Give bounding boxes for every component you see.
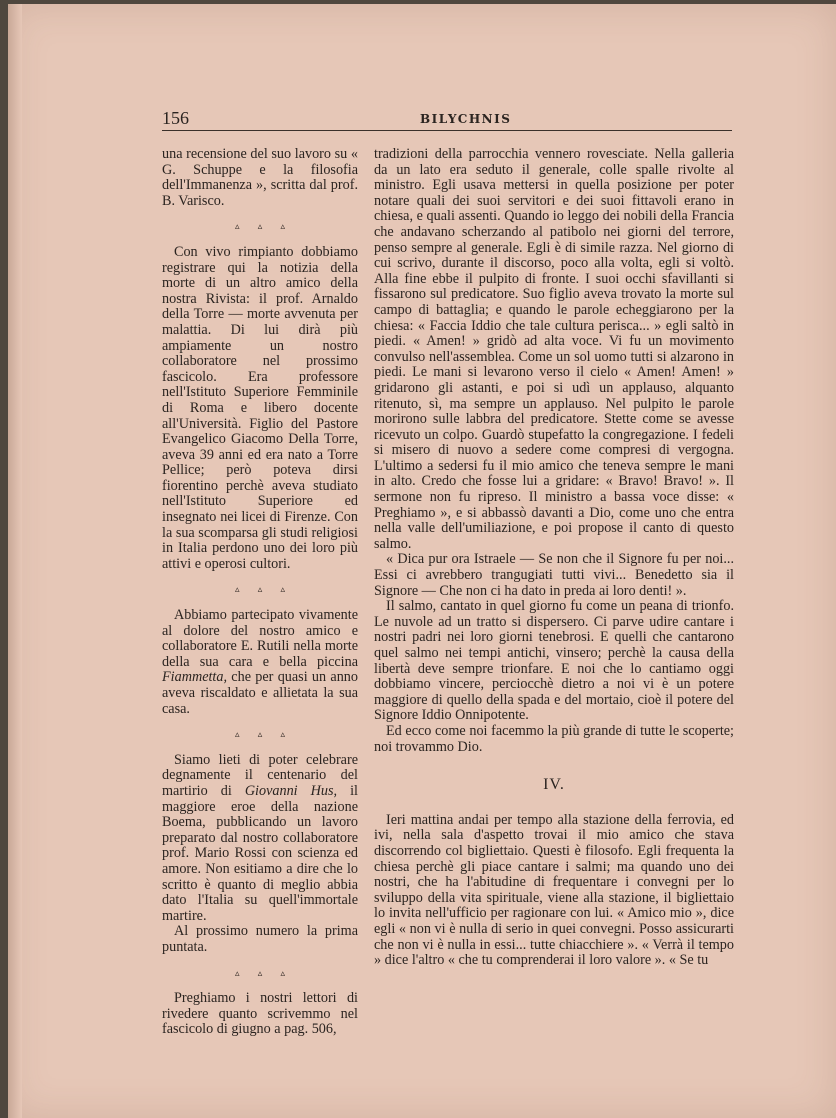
section-separator: ▵ ▵ ▵ xyxy=(234,967,294,978)
right-paragraph-1: tradizioni della parrocchia vennero rovesciate. Nella galleria da un lato era seduto il generale, colle spalle rivolte al ministro. Egli usava mettersi in quella posizione per poter notare quali dei suoi servitori e dei suoi fittavoli erano in chiesa, e quali assenti. Quando io leggo dei nobili della Francia che andavano scherzando al patibolo nei giorni del terrore, penso sempre al generale. Egli è di simile razza. Nel giorno di cui scrivo, durante il discorso, poco alla volta, egli si voltò. Alla fine ebbe il pulpito di fronte. I suoi occhi sfavillanti si fissarono sul predicatore. Suo figlio aveva trovato la morte sul campo di battaglia; e quando le parole echeggiarono per la chiesa: « Faccia Iddio che tale cultura perisca... » egli saltò in piedi. « Amen! » gridò ad alta voce. Vi fu un movimento convulso nell'assemblea. Come un sol uomo tutti si alzarono in piedi. Le mani si levarono verso il cielo « Amen! Amen! » gridarono gli astanti, e poi si udì un applauso, alquanto ritenuto, sì, ma sempre un applauso. Nel pulpito le parole morirono sulle labbra del predicatore. Stette come se avesse ricevuto un colpo. Guardò stupefatto la congregazione. I fedeli si misero di nuovo a sedere come compresi di vergogna. L'ultimo a sedersi fu il mio amico che teneva sempre le mani in alto. Credo che fosse lui a gridare: « Bravo! Bravo! ». Il sermone non fu ripreso. Il ministro a bassa voce disse: « Preghiamo », e si abbassò davanti a Dio, come uno che entra nella valle dell'umiliazione, e poi propose il canto di questo salmo. xyxy=(374,146,734,552)
left-paragraph-2: Con vivo rimpianto dobbiamo registrare qui la notizia della morte di un altro amico della nostra Rivista: il prof. Arnaldo della Torre — morte avvenuta per malattia. Di lui dirà più ampiamente un nostro collaboratore nel prossimo fascicolo. Era professore nell'Istituto Superiore Femminile di Roma e libero docente all'Università. Figlio del Pastore Evangelico Giacomo Della Torre, aveva 39 anni ed era nato a Torre Pellice; però poteva dirsi fiorentino perchè aveva studiato nell'Istituto Superiore ed insegnato nei licei di Firenze. Con la sua scomparsa gli studi religiosi in Italia perdono uno dei loro più attivi e operosi cultori. xyxy=(162,243,358,572)
left-column xyxy=(162,147,358,1038)
left-paragraph-6: Preghiamo i nostri lettori di rivedere quanto scrivemmo nel fascicolo di giugno a pag. 506, xyxy=(162,990,358,1038)
italic-name: Fiammetta, xyxy=(162,669,228,686)
section-separator: ▵ ▵ ▵ xyxy=(234,729,294,740)
page-binding-edge xyxy=(8,4,22,1118)
text-run: che per quasi un anno aveva riscaldato e allietata la sua casa. xyxy=(162,669,358,717)
right-paragraph-4: Ed ecco come noi facemmo la più grande di tutte le scoperte; noi trovammo Dio. xyxy=(374,722,734,755)
left-paragraph-5: Al prossimo numero la prima puntata. xyxy=(162,923,358,955)
section-separator: ▵ ▵ ▵ xyxy=(234,584,294,595)
page-header xyxy=(162,108,732,132)
text-run: Siamo lieti di poter celebrare degnamente il centenario del martirio di xyxy=(162,751,358,799)
running-title: BILYCHNIS xyxy=(420,112,512,126)
text-run: il maggiore eroe della nazione Boema, pubblicando un lavoro preparato dal nostro collaboratore prof. Mario Rossi con scienza ed amore. Non esitiamo a dire che lo scritto è quanto di meglio abbia dato l'Italia su quell'immortale martire. xyxy=(162,782,358,924)
page-number: 156 xyxy=(162,108,189,128)
header-rule xyxy=(162,130,732,131)
right-column xyxy=(374,147,734,969)
text-run: Abbiamo partecipato vivamente al dolore del nostro amico e collaboratore E. Rutili nella morte della sua cara e bella piccina xyxy=(162,607,358,670)
left-paragraph-3 xyxy=(162,608,358,717)
section-heading: IV. xyxy=(543,776,565,794)
right-paragraph-5: Ieri mattina andai per tempo alla stazione della ferrovia, ed ivi, nella sala d'aspetto trovai il mio amico che stava discorrendo col bigliettaio. Questi è filosofo. Egli frequenta la chiesa perchè gli piace cantare i salmi; ma quando uno dei nostri, che ha l'abitudine di frequentare i convegni per lo sviluppo della vita spirituale, viene alla stazione, il bigliettaio lo invita nell'ufficio per ragionare con lui. « Amico mio », dice egli « non vi è nulla di serio in quei convegni. Posso assicurarti che non vi è nulla in essi... tutte chiacchiere ». « Verrà il tempo » dice l'altro « che tu comprenderai il loro valore ». « Se tu xyxy=(374,811,734,969)
left-paragraph-1: una recensione del suo lavoro su « G. Schuppe e la filosofia dell'Immanenza », scritta dal prof. B. Varisco. xyxy=(162,146,358,209)
right-paragraph-2: « Dica pur ora Istraele — Se non che il Signore fu per noi... Essi ci avrebbero trangugiati tutti vivi... Benedetto sia il Signore — Che non ci ha dato in preda ai loro denti! ». xyxy=(374,551,734,599)
left-paragraph-4 xyxy=(162,753,358,925)
right-paragraph-3: Il salmo, cantato in quel giorno fu come un peana di trionfo. Le nuvole ad un tratto si dispersero. Ci parve udire cantare i nostri padri nei loro giorni tenebrosi. E quelli che cantarono quel salmo nei tempi antichi, vinsero; perchè la causa della libertà deve sempre trionfare. E noi che lo cantiamo oggi dobbiamo vincere, perciocchè dietro a noi vi è un potere maggiore di quello della spada e del mortaio, cioè il potere del Signore Iddio Onnipotente. xyxy=(374,598,734,724)
italic-name: Giovanni Hus, xyxy=(244,782,338,799)
section-separator: ▵ ▵ ▵ xyxy=(234,221,294,232)
